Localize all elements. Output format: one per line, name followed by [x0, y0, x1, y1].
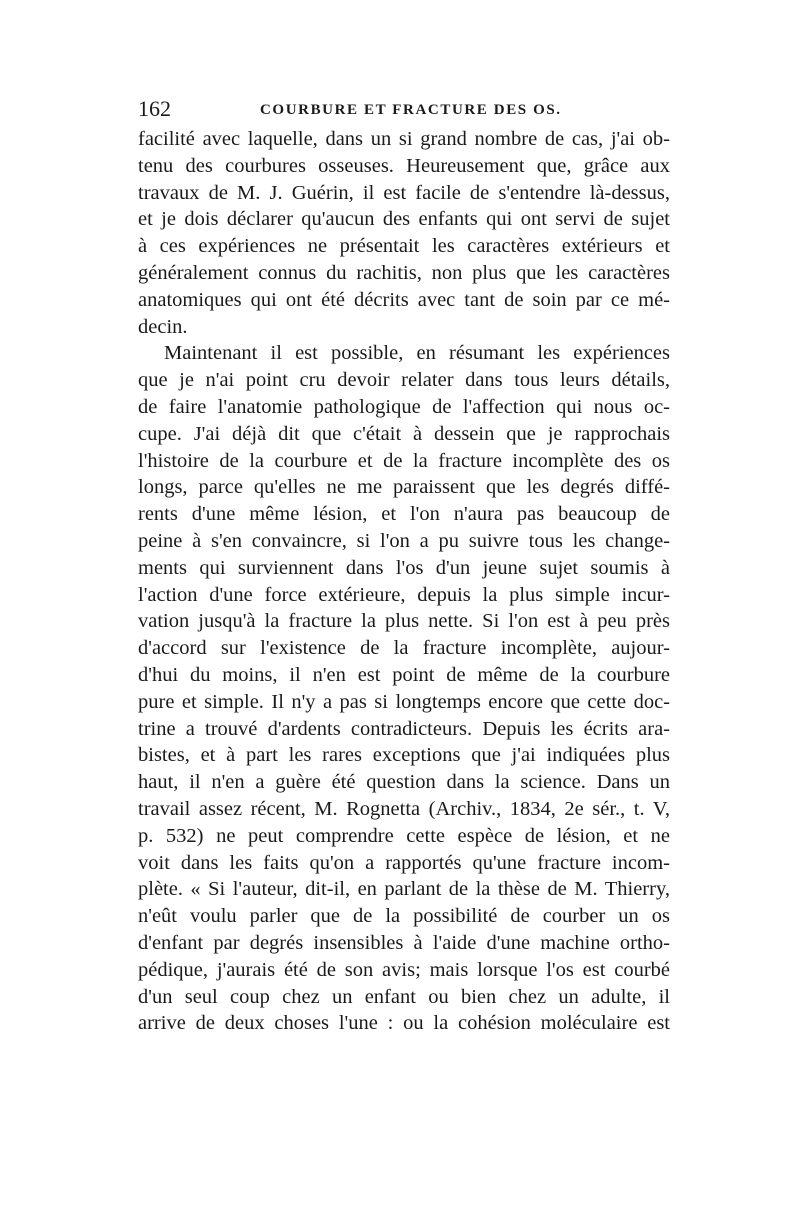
- body-text: [138, 126, 670, 1037]
- text-line: voit dans les faits qu'on a rapportés qu'une fracture incom-: [138, 851, 670, 874]
- text-line: que je n'ai point cru devoir relater dans tous leurs détails,: [138, 369, 670, 392]
- text-line: p. 532) ne peut comprendre cette espèce de lésion, et ne: [138, 824, 670, 847]
- text-line: anatomiques qui ont été décrits avec tant de soin par ce mé-: [138, 288, 670, 311]
- text-line: decin.: [138, 315, 188, 338]
- text-line: n'eût voulu parler que de la possibilité de courber un os: [138, 905, 670, 928]
- text-line: de faire l'anatomie pathologique de l'affection qui nous oc-: [138, 395, 670, 418]
- text-line: peine à s'en convaincre, si l'on a pu suivre tous les change-: [138, 529, 670, 552]
- text-line: longs, parce qu'elles ne me paraissent que les degrés diffé-: [138, 476, 670, 499]
- text-line: généralement connus du rachitis, non plus que les caractères: [138, 261, 670, 284]
- text-line: d'un seul coup chez un enfant ou bien chez un adulte, il: [138, 985, 670, 1008]
- text-line: rents d'une même lésion, et l'on n'aura pas beaucoup de: [138, 503, 670, 526]
- text-line: cupe. J'ai déjà dit que c'était à dessein que je rapprochais: [138, 422, 670, 445]
- text-line: l'histoire de la courbure et de la fracture incomplète des os: [138, 449, 670, 472]
- running-title: COURBURE ET FRACTURE DES OS.: [260, 102, 562, 118]
- text-line: vation jusqu'à la fracture la plus nette. Si l'on est à peu près: [138, 610, 670, 633]
- text-line: pédique, j'aurais été de son avis; mais lorsque l'os est courbé: [138, 958, 670, 981]
- text-line: d'enfant par degrés insensibles à l'aide d'une machine ortho-: [138, 931, 670, 954]
- text-line: d'hui du moins, il n'en est point de même de la courbure: [138, 663, 670, 686]
- text-line: haut, il n'en a guère été question dans la science. Dans un: [138, 771, 670, 794]
- text-line: tenu des courbures osseuses. Heureusement que, grâce aux: [138, 154, 670, 177]
- text-line: pure et simple. Il n'y a pas si longtemps encore que cette doc-: [138, 690, 670, 713]
- text-line: à ces expériences ne présentait les caractères extérieurs et: [138, 235, 670, 258]
- text-line: facilité avec laquelle, dans un si grand nombre de cas, j'ai ob-: [138, 128, 670, 150]
- running-head: [138, 94, 668, 124]
- text-line: l'action d'une force extérieure, depuis la plus simple incur-: [138, 583, 670, 606]
- text-line: trine a trouvé d'ardents contradicteurs. Depuis les écrits ara-: [138, 717, 670, 740]
- text-line: ments qui surviennent dans l'os d'un jeune sujet soumis à: [138, 556, 670, 579]
- text-line: et je dois déclarer qu'aucun des enfants qui ont servi de sujet: [138, 208, 670, 231]
- text-line: travaux de M. J. Guérin, il est facile de s'entendre là-dessus,: [138, 181, 670, 204]
- text-line: arrive de deux choses l'une : ou la cohésion moléculaire est: [138, 1012, 670, 1035]
- text-line: plète. « Si l'auteur, dit-il, en parlant de la thèse de M. Thierry,: [138, 878, 670, 901]
- text-line: d'accord sur l'existence de la fracture incomplète, aujour-: [138, 637, 670, 660]
- text-line: bistes, et à part les rares exceptions que j'ai indiquées plus: [138, 744, 670, 767]
- text-line: travail assez récent, M. Rognetta (Archiv., 1834, 2e sér., t. V,: [138, 797, 670, 820]
- text-line: Maintenant il est possible, en résumant les expériences: [164, 342, 670, 365]
- page-number: 162: [138, 96, 171, 121]
